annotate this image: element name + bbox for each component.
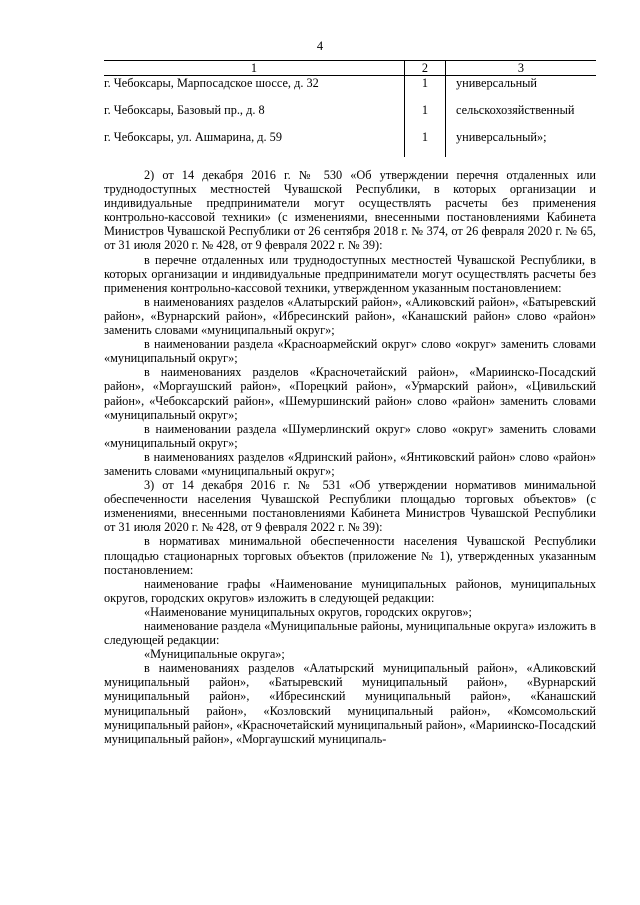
type-cell: универсальный xyxy=(446,76,597,104)
table-header-cell: 3 xyxy=(446,61,597,76)
paragraph: в наименованиях разделов «Ядринский район», «Янтиковский район» слово «район» заменить словами «муниципальный округ»; xyxy=(104,449,596,478)
address-cell: г. Чебоксары, Базовый пр., д. 8 xyxy=(104,103,265,117)
table-header-row xyxy=(104,61,596,76)
paragraph: наименование графы «Наименование муниципальных районов, муниципальных округов, городских округов» изложить в следующей редакции: xyxy=(104,576,596,605)
table-row xyxy=(104,76,596,104)
paragraph: в перечне отдаленных или труднодоступных местностей Чувашской Республики, в которых организации и индивидуальные предприниматели могут осуществлять расчеты без применения контрольно-кассовой техники, утвержденном указанным постановлением: xyxy=(104,252,596,295)
page-number: 4 xyxy=(316,39,324,53)
paragraph: «Наименование муниципальных округов, городских округов»; xyxy=(144,604,472,619)
paragraph: в наименованиях разделов «Красночетайский район», «Мариинско-Посадский район», «Моргаушский район», «Порецкий район», «Урмарский район», «Цивильский район», «Чебоксарский район», «Шемуршинский район» слово «район» заменить словами «муниципальный округ»; xyxy=(104,365,596,422)
table-row xyxy=(104,130,596,157)
stores-table xyxy=(104,60,596,157)
paragraph: 3) от 14 декабря 2016 г. № 531 «Об утверждении нормативов минимальной обеспеченности населения Чувашской Республики площадью торговых объектов» (с изменениями, внесенными постановлениями Кабинета Министров Чувашской Республики от 31 июля 2020 г. № 428, от 9 февраля 2022 г. № 39): xyxy=(104,478,596,535)
paragraph: в наименовании раздела «Красноармейский округ» слово «округ» заменить словами «муниципальный округ»; xyxy=(104,337,596,366)
paragraph: в нормативах минимальной обеспеченности населения Чувашской Республики площадью стационарных торговых объектов (приложение № 1), утвержденных указанным постановлением: xyxy=(104,534,596,577)
paragraph: в наименовании раздела «Шумерлинский округ» слово «округ» заменить словами «муниципальный округ»; xyxy=(104,421,596,450)
table-header-cell: 1 xyxy=(104,61,405,76)
count-cell: 1 xyxy=(405,130,446,157)
document-body xyxy=(104,168,596,746)
paragraph: в наименованиях разделов «Алатырский район», «Аликовский район», «Батыревский район», «Вурнарский район», «Ибресинский район», «Канашский район» слово «район» заменить словами «муниципальный округ»; xyxy=(104,294,596,338)
paragraph: «Муниципальные округа»; xyxy=(144,647,285,662)
count-cell: 1 xyxy=(405,103,446,130)
table-row xyxy=(104,103,596,130)
count-cell: 1 xyxy=(405,76,446,104)
table-header-cell: 2 xyxy=(405,61,446,76)
paragraph: 2) от 14 декабря 2016 г. № 530 «Об утверждении перечня отдаленных или труднодоступных местностей Чувашской Республики, в которых организации и индивидуальные предприниматели могут осуществлять расчеты без применения контрольно-кассовой техники» (с изменениями, внесенными постановлениями Кабинета Министров Чувашской Республики от 26 сентября 2018 г. № 374, от 26 февраля 2020 г. № 65, от 31 июля 2020 г. № 428, от 9 февраля 2022 г. № 39): xyxy=(104,168,596,253)
type-cell: сельскохозяйственный xyxy=(446,103,597,130)
type-cell: универсальный»; xyxy=(446,130,597,157)
address-cell: г. Чебоксары, ул. Ашмарина, д. 59 xyxy=(104,130,282,144)
address-cell: г. Чебоксары, Марпосадское шоссе, д. 32 xyxy=(104,76,319,90)
paragraph: в наименованиях разделов «Алатырский муниципальный район», «Аликовский муниципальный район», «Батыревский муниципальный район», «Вурнарский муниципальный район», «Ибресинский муниципальный район», «Канашский муниципальный район», «Козловский муниципальный район», «Комсомольский муниципальный район», «Красночетайский муниципальный район», «Мариинско-Посадский муниципальный район», «Моргаушский муниципаль- xyxy=(104,661,596,746)
paragraph: наименование раздела «Муниципальные районы, муниципальные округа» изложить в следующей редакции: xyxy=(104,619,596,648)
